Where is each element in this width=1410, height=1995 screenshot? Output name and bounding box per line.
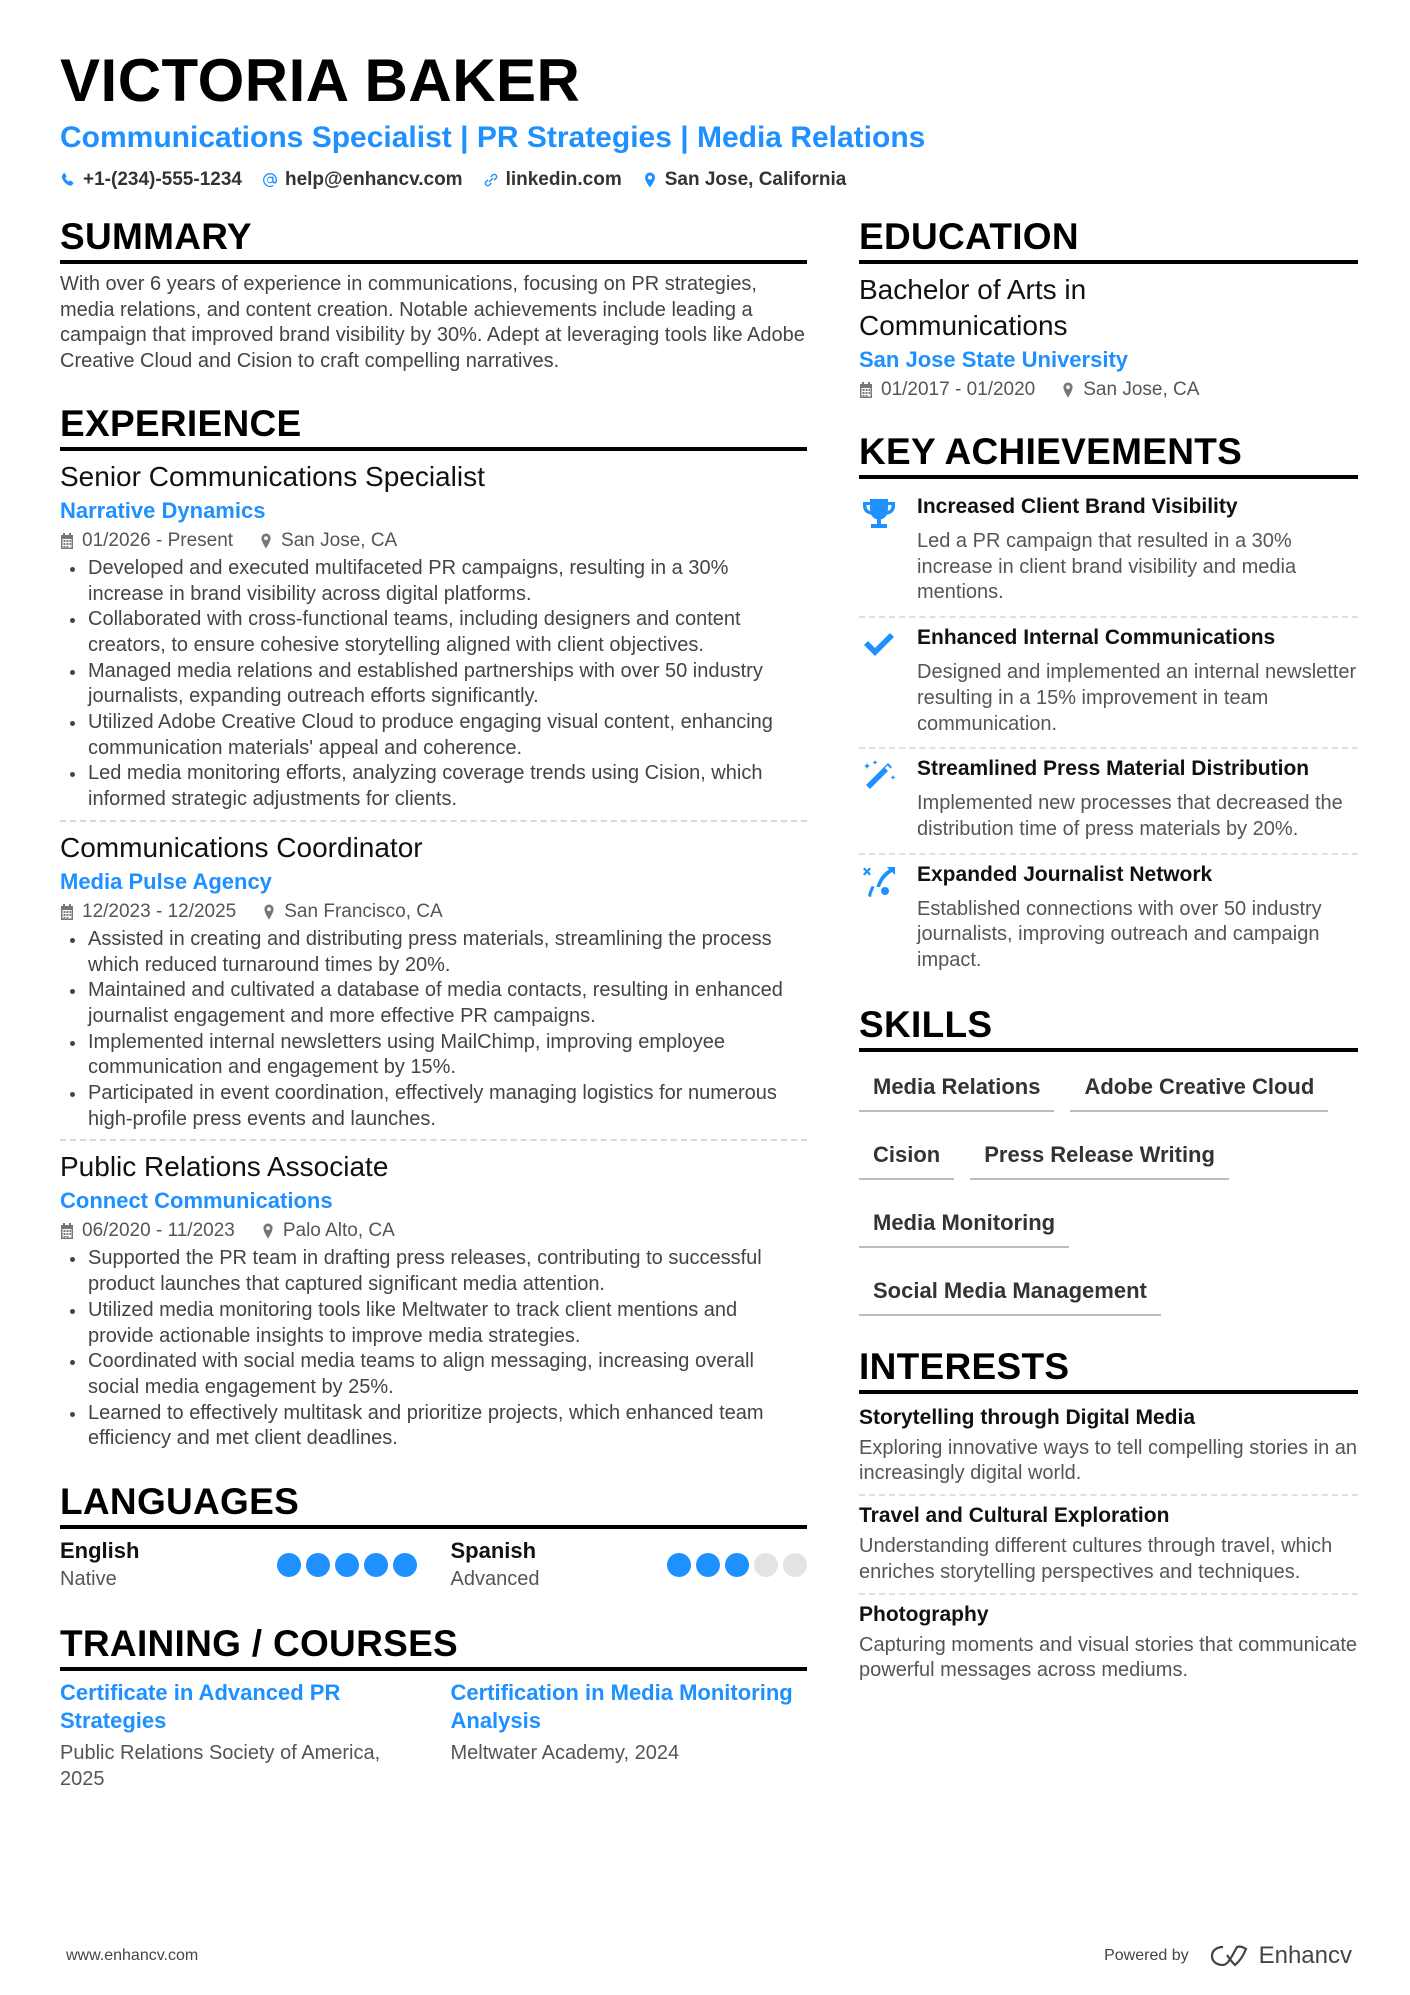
proficiency-dot-filled <box>696 1553 720 1577</box>
education-meta <box>859 377 1358 403</box>
education-school: San Jose State University <box>859 347 1129 372</box>
education-dates <box>859 377 1035 403</box>
achievement-desc: Established connections with over 50 industry journalists, improving outreach and campaign impact. <box>917 897 1322 972</box>
proficiency-dot-empty <box>783 1553 807 1577</box>
achievement-item <box>859 487 1358 618</box>
job-bullets <box>60 927 807 1133</box>
company-name: Connect Communications <box>60 1188 333 1214</box>
contact-email[interactable] <box>262 168 463 192</box>
enhancv-logo-icon <box>1209 1943 1251 1969</box>
course-item <box>451 1679 808 1792</box>
language-item <box>60 1537 417 1593</box>
checkmark-icon <box>861 628 897 662</box>
job-location-text: San Francisco, CA <box>284 900 443 922</box>
education-section <box>859 216 1358 403</box>
summary-text: With over 6 years of experience in communications, focusing on PR strategies, media relations, and content creation. Notable achievements include leading a campaign that improved brand visibility by 30%. Adept at leveraging tools like Adobe Creative Cloud and Cision to craft compelling narratives. <box>60 273 805 373</box>
job-dates <box>60 899 236 925</box>
contact-phone[interactable] <box>60 168 242 192</box>
brand-name: Enhancv <box>1258 1942 1352 1969</box>
section-title-education: EDUCATION <box>859 216 1358 264</box>
company-name: Narrative Dynamics <box>60 497 266 523</box>
job-location-text: San Jose, CA <box>281 529 398 551</box>
job-meta <box>60 899 807 925</box>
footer-website-link[interactable]: www.enhancv.com <box>66 1947 199 1964</box>
course-org: Public Relations Society of America, 2025 <box>60 1742 381 1790</box>
phone-icon <box>60 172 76 188</box>
job-dates-text: 12/2023 - 12/2025 <box>82 900 237 922</box>
contact-location-text: San Jose, California <box>664 169 847 190</box>
job-bullet: Utilized Adobe Creative Cloud to produce engaging visual content, enhancing communication materials' appeal and coherence. <box>60 710 807 761</box>
achievements-section <box>859 431 1358 984</box>
languages-section <box>60 1481 807 1593</box>
section-title-skills: SKILLS <box>859 1004 1358 1052</box>
skill-tag: Adobe Creative Cloud <box>1070 1060 1328 1112</box>
section-title-achievements: KEY ACHIEVEMENTS <box>859 431 1358 479</box>
training-section <box>60 1623 807 1792</box>
section-title-interests: INTERESTS <box>859 1346 1358 1394</box>
interest-title: Travel and Cultural Exploration <box>859 1504 1170 1528</box>
language-name: Spanish <box>450 1538 537 1564</box>
calendar-icon <box>60 533 74 549</box>
candidate-headline: Communications Specialist | PR Strategies | Media Relations <box>60 121 926 154</box>
calendar-icon <box>60 1223 74 1239</box>
education-degree: Bachelor of Arts in Communications <box>859 274 1087 341</box>
contact-list <box>60 168 1360 192</box>
company-name: Media Pulse Agency <box>60 868 272 894</box>
proficiency-dot-filled <box>306 1553 330 1577</box>
job-entry <box>60 1149 807 1459</box>
language-level: Advanced <box>450 1568 540 1591</box>
contact-email-text: help@enhancv.com <box>284 169 463 190</box>
job-title: Public Relations Associate <box>60 1151 389 1183</box>
strategy-path-icon <box>861 865 897 899</box>
skill-tag: Media Monitoring <box>859 1196 1069 1248</box>
achievement-title: Expanded Journalist Network <box>917 862 1213 886</box>
language-name: English <box>60 1538 140 1564</box>
contact-location <box>642 168 847 192</box>
job-meta <box>60 528 807 554</box>
section-title-experience: EXPERIENCE <box>60 403 807 451</box>
job-title: Senior Communications Specialist <box>60 460 485 492</box>
interest-desc: Capturing moments and visual stories that communicate powerful messages across mediums. <box>859 1633 1358 1682</box>
link-icon <box>483 172 499 188</box>
education-dates-text: 01/2017 - 01/2020 <box>881 379 1036 400</box>
job-bullet: Developed and executed multifaceted PR campaigns, resulting in a 30% increase in brand visibility across digital platforms. <box>60 556 807 607</box>
location-pin-icon <box>642 172 658 188</box>
interest-item <box>859 1402 1358 1496</box>
proficiency-dot-filled <box>335 1553 359 1577</box>
location-pin-icon <box>259 533 273 549</box>
powered-by <box>1104 1942 1352 1970</box>
enhancv-brand[interactable] <box>1209 1942 1352 1970</box>
achievement-desc: Designed and implemented an internal newsletter resulting in a 15% improvement in team communication. <box>917 661 1357 735</box>
location-pin-icon <box>261 1223 275 1239</box>
magic-wand-icon <box>861 759 897 793</box>
job-bullet: Led media monitoring efforts, analyzing coverage trends using Cision, which informed strategic adjustments for clients. <box>60 761 807 812</box>
location-pin-icon <box>1061 382 1075 398</box>
course-title: Certificate in Advanced PR Strategies <box>60 1680 341 1734</box>
achievement-title: Increased Client Brand Visibility <box>917 495 1238 518</box>
resume-header <box>60 48 1360 192</box>
job-location-text: Palo Alto, CA <box>282 1220 395 1242</box>
language-level: Native <box>60 1568 117 1591</box>
job-dates-text: 01/2026 - Present <box>82 529 234 551</box>
job-bullet: Assisted in creating and distributing press materials, streamlining the process which reduced turnaround times by 20%. <box>60 927 807 978</box>
right-column <box>859 216 1358 1717</box>
skill-tag: Cision <box>859 1128 954 1180</box>
interest-desc: Understanding different cultures through travel, which enriches storytelling perspectives and techniques. <box>859 1535 1333 1583</box>
job-bullet: Learned to effectively multitask and prioritize projects, which enhanced team efficiency and met client deadlines. <box>60 1401 807 1452</box>
contact-linkedin[interactable] <box>483 168 622 192</box>
job-dates-text: 06/2020 - 11/2023 <box>82 1220 235 1242</box>
job-bullet: Participated in event coordination, effectively managing logistics for numerous high-profile press events and launches. <box>60 1081 807 1132</box>
job-bullet: Collaborated with cross-functional teams, including designers and content creators, to ensure cohesive storytelling aligned with client objectives. <box>60 607 807 658</box>
achievement-item <box>859 749 1358 854</box>
section-title-training: TRAINING / COURSES <box>60 1623 807 1671</box>
job-bullet: Utilized media monitoring tools like Meltwater to track client mentions and provide actionable insights to improve media strategies. <box>60 1298 807 1349</box>
job-entry <box>60 459 807 822</box>
interest-title: Storytelling through Digital Media <box>859 1405 1195 1429</box>
proficiency-dot-filled <box>667 1553 691 1577</box>
interest-title: Photography <box>859 1602 989 1626</box>
experience-section <box>60 403 807 1459</box>
section-title-summary: SUMMARY <box>60 216 807 264</box>
job-location <box>259 528 397 554</box>
achievement-desc: Led a PR campaign that resulted in a 30% increase in client brand visibility and media mentions. <box>917 530 1297 604</box>
proficiency-dot-empty <box>754 1553 778 1577</box>
proficiency-dots <box>667 1553 807 1577</box>
job-location <box>261 1218 395 1244</box>
summary-section <box>60 216 807 375</box>
interest-item <box>859 1500 1358 1594</box>
achievement-item <box>859 855 1358 984</box>
proficiency-dot-filled <box>725 1553 749 1577</box>
course-org: Meltwater Academy, 2024 <box>450 1742 680 1765</box>
job-bullet: Managed media relations and established partnerships with over 50 industry journalists, expanding outreach efforts significantly. <box>60 659 807 710</box>
achievement-title: Enhanced Internal Communications <box>917 626 1276 650</box>
language-item <box>451 1537 808 1593</box>
course-title: Certification in Media Monitoring Analysis <box>450 1680 793 1734</box>
achievement-item <box>859 618 1358 749</box>
course-item <box>60 1679 417 1792</box>
skill-list <box>859 1060 1358 1332</box>
skill-tag: Media Relations <box>859 1060 1054 1112</box>
course-list <box>60 1679 807 1792</box>
skills-section <box>859 1004 1358 1332</box>
powered-by-label: Powered by <box>1104 1947 1189 1964</box>
education-location-text: San Jose, CA <box>1083 379 1200 400</box>
achievement-title: Streamlined Press Material Distribution <box>917 757 1310 781</box>
proficiency-dot-filled <box>393 1553 417 1577</box>
contact-linkedin-text: linkedin.com <box>505 169 622 190</box>
proficiency-dots <box>277 1553 417 1577</box>
interest-item <box>859 1599 1358 1691</box>
achievement-desc: Implemented new processes that decreased the distribution time of press materials by 20%. <box>917 792 1343 840</box>
job-bullet: Supported the PR team in drafting press releases, contributing to successful product launches that captured significant media attention. <box>60 1246 807 1297</box>
job-dates <box>60 1218 235 1244</box>
job-bullets <box>60 1246 807 1452</box>
job-bullet: Maintained and cultivated a database of media contacts, resulting in enhanced journalist engagement and more effective PR campaigns. <box>60 978 807 1029</box>
interests-section <box>859 1346 1358 1691</box>
contact-phone-text: +1-(234)-555-1234 <box>83 169 242 190</box>
skill-tag: Social Media Management <box>859 1264 1161 1316</box>
proficiency-dot-filled <box>277 1553 301 1577</box>
page-footer <box>66 1942 1352 1970</box>
job-bullets <box>60 556 807 813</box>
language-list <box>60 1537 807 1593</box>
candidate-name: VICTORIA BAKER <box>60 47 581 114</box>
skill-tag: Press Release Writing <box>970 1128 1229 1180</box>
job-dates <box>60 528 233 554</box>
calendar-icon <box>859 382 873 398</box>
job-bullet: Implemented internal newsletters using MailChimp, improving employee communication and engagement by 15%. <box>60 1030 807 1081</box>
job-title: Communications Coordinator <box>60 831 423 863</box>
education-location <box>1061 377 1199 403</box>
job-bullet: Coordinated with social media teams to align messaging, increasing overall social media engagement by 25%. <box>60 1349 807 1400</box>
location-pin-icon <box>262 904 276 920</box>
left-column <box>60 216 807 1819</box>
trophy-icon <box>861 497 897 531</box>
proficiency-dot-filled <box>364 1553 388 1577</box>
at-icon <box>262 172 278 188</box>
job-entry <box>60 830 807 1142</box>
job-location <box>262 899 442 925</box>
job-meta <box>60 1218 807 1244</box>
section-title-languages: LANGUAGES <box>60 1481 807 1529</box>
interest-desc: Exploring innovative ways to tell compelling stories in an increasingly digital world. <box>859 1436 1358 1485</box>
calendar-icon <box>60 904 74 920</box>
